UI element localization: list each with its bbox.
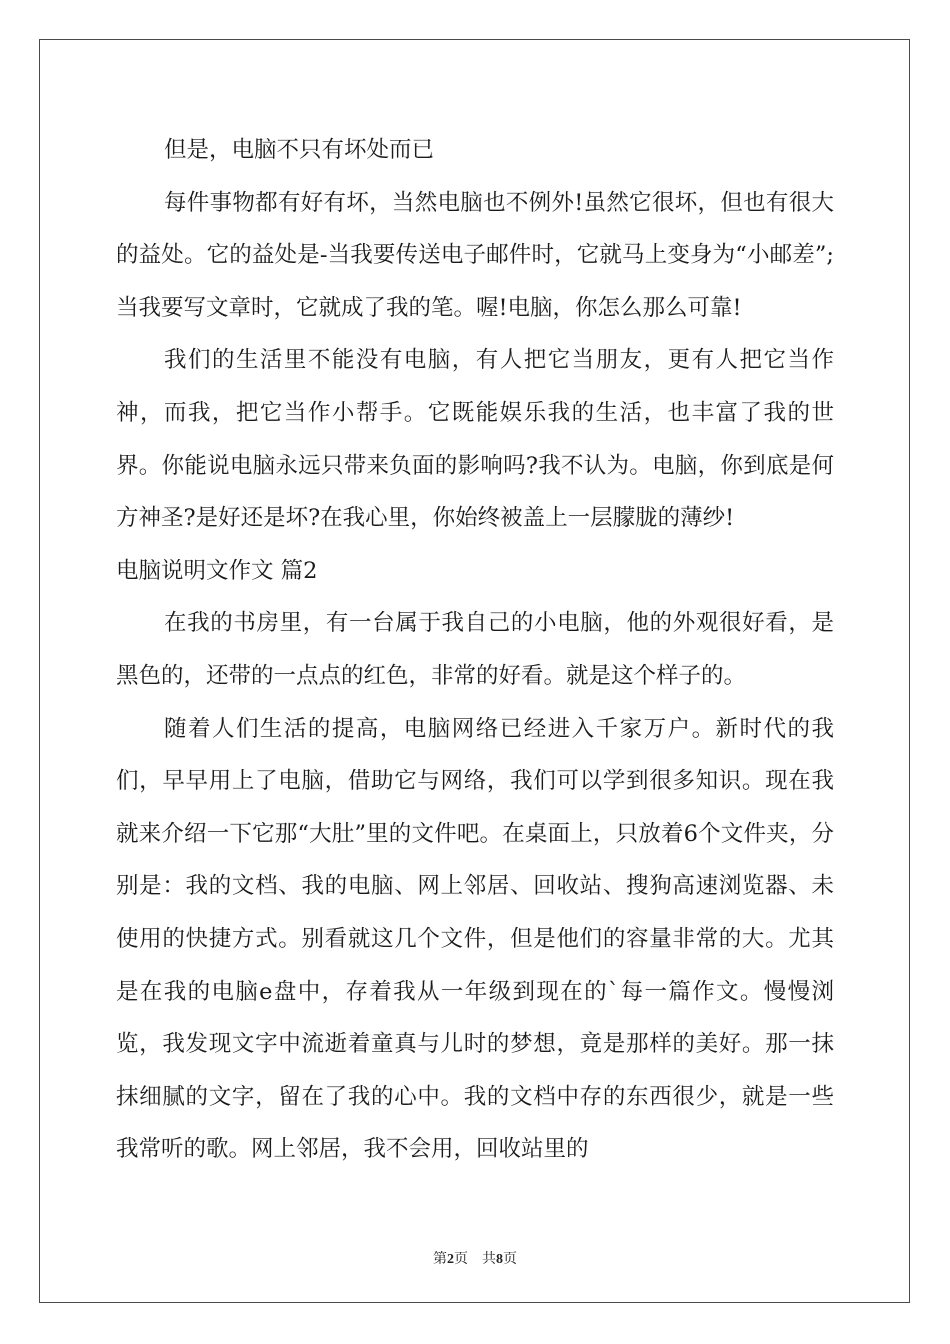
total-pages: 8	[496, 1252, 503, 1267]
page-suffix: 页	[454, 1252, 468, 1267]
section-heading: 电脑说明文作文 篇2	[116, 557, 318, 584]
paragraph-5: 随着人们生活的提高，电脑网络已经进入千家万户。新时代的我们，早早用上了电脑，借助它与网络，我们可以学到很多知识。现在我就来介绍一下它那“大肚”里的文件吧。在桌面上，只放着6个文件夹，分别是：我的文档、我的电脑、网上邻居、回收站、搜狗高速浏览器、未使用的快捷方式。别看就这几个文件，但是他们的容量非常的大。尤其是在我的电脑e盘中，存着我从一年级到现在的`每一篇作文。慢慢浏览，我发现文字中流逝着童真与儿时的梦想，竟是那样的美好。那一抹抹细腻的文字，留在了我的心中。我的文档中存的东西很少，就是一些我常听的歌。网上邻居，我不会用，回收站里的	[116, 715, 834, 1163]
paragraph-4: 在我的书房里，有一台属于我自己的小电脑，他的外观很好看，是黑色的，还带的一点点的红色，非常的好看。就是这个样子的。	[116, 610, 834, 689]
total-suffix: 页	[503, 1252, 517, 1267]
page-footer	[0, 1248, 950, 1268]
paragraph-2: 每件事物都有好有坏，当然电脑也不例外!虽然它很坏，但也有很大的益处。它的益处是-当我要传送电子邮件时，它就马上变身为“小邮差”;当我要写文章时，它就成了我的笔。喔!电脑，你怎么那么可靠!	[116, 189, 834, 321]
page-number: 2	[447, 1252, 454, 1267]
total-prefix: 共	[482, 1252, 496, 1267]
paragraph-1: 但是，电脑不只有坏处而已	[164, 137, 435, 163]
document-body	[116, 124, 834, 1176]
page-prefix: 第	[433, 1252, 447, 1267]
paragraph-3: 我们的生活里不能没有电脑，有人把它当朋友，更有人把它当作神，而我，把它当作小帮手。它既能娱乐我的生活，也丰富了我的世界。你能说电脑永远只带来负面的影响吗?我不认为。电脑，你到底是何方神圣?是好还是坏?在我心里，你始终被盖上一层朦胧的薄纱!	[116, 347, 834, 532]
